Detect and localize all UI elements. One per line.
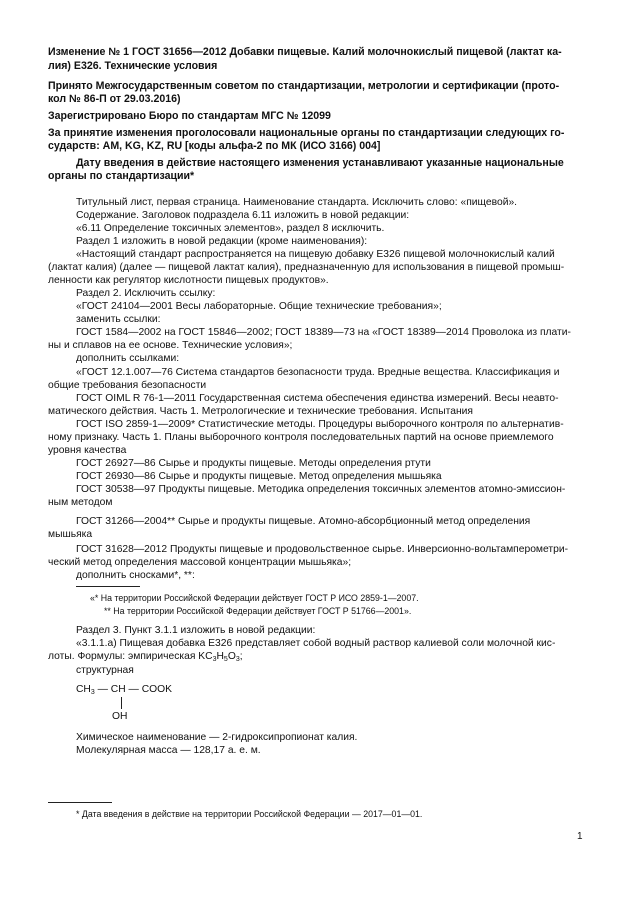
page-number: 1: [577, 831, 583, 842]
change-title-line-1: Изменение № 1 ГОСТ 31656—2012 Добавки пищевые. Калий молочнокислый пищевой (лактат ка-: [48, 46, 562, 58]
body-line: уровня качества: [48, 445, 127, 456]
body-line: Молекулярная масса — 128,17 а. е. м.: [76, 745, 261, 756]
body-line: (лактат калия) (далее — пищевой лактат калия), предназначенную для использования в пищевой промыш-: [48, 262, 565, 273]
body-line: матического действия. Часть 1. Метрологические и технические требования. Испытания: [48, 406, 473, 417]
body-line: дополнить ссылками:: [76, 353, 180, 364]
body-line: ному признаку. Часть 1. Планы выборочного контроля последовательных партий на основе приемлемого: [48, 432, 554, 443]
body-line: Раздел 2. Исключить ссылку:: [76, 288, 216, 299]
body-line: дополнить сносками*, **:: [76, 570, 195, 581]
structural-formula: $CH_3$ — CH — COOK: [76, 684, 173, 696]
registered-line: Зарегистрировано Бюро по стандартам МГС № 12099: [48, 110, 331, 122]
body-line: «6.11 Определение токсичных элементов», раздел 8 исключить.: [76, 223, 385, 234]
footnote-separator: [76, 586, 140, 587]
formula-oh: OH: [112, 711, 128, 722]
inner-footnote: ** На территории Российской Федерации действует ГОСТ Р 51766—2001».: [104, 606, 412, 616]
body-line: ГОСТ 31266—2004** Сырье и продукты пищевые. Атомно-абсорбционный метод определения: [76, 516, 531, 527]
body-line: ГОСТ ISO 2859-1—2009* Статистические методы. Процедуры выборочного контроля по альтернатив-: [76, 419, 564, 430]
body-line: ным методом: [48, 497, 113, 508]
body-line: мышьяка: [48, 529, 93, 540]
body-line: Содержание. Заголовок подраздела 6.11 изложить в новой редакции:: [76, 210, 410, 221]
body-line: Химическое наименование — 2-гидроксипропионат калия.: [76, 732, 358, 743]
body-line: Раздел 3. Пункт 3.1.1 изложить в новой редакции:: [76, 625, 316, 636]
adopted-line-2: кол № 86-П от 29.03.2016): [48, 93, 181, 105]
page-footnote: * Дата введения в действие на территории Российской Федерации — 2017—01—01.: [76, 809, 423, 819]
effective-line-1: Дату введения в действие настоящего изменения устанавливают указанные национальные: [76, 157, 564, 169]
body-line: структурная: [76, 665, 134, 676]
adopted-line-1: Принято Межгосударственным советом по стандартизации, метрологии и сертификации (прото-: [48, 80, 560, 92]
voted-line-2: сударств: AM, KG, KZ, RU [коды альфа-2 по МК (ИСО 3166) 004]: [48, 140, 381, 152]
footnote-separator: [48, 802, 112, 803]
body-line: «ГОСТ 24104—2001 Весы лабораторные. Общие технические требования»;: [76, 301, 442, 312]
inner-footnote: «* На территории Российской Федерации действует ГОСТ Р ИСО 2859-1—2007.: [90, 593, 419, 603]
empirical-formula-line: лоты. Формулы: эмпирическая $KC_3H_5O_3$;: [48, 651, 243, 663]
formula-bond: [121, 697, 122, 709]
body-line: ны и сплавов на ее основе. Технические условия»;: [48, 340, 293, 351]
body-line: общие требования безопасности: [48, 380, 207, 391]
body-line: ческий метод определения массовой концентрации мышьяка»;: [48, 557, 352, 568]
voted-line-1: За принятие изменения проголосовали национальные органы по стандартизации следующих го-: [48, 127, 565, 139]
body-line: ленности как регулятор кислотности пищевых продуктов».: [48, 275, 329, 286]
body-line: ГОСТ 1584—2002 на ГОСТ 15846—2002; ГОСТ 18389—73 на «ГОСТ 18389—2014 Проволока из плати-: [76, 327, 571, 338]
body-line: ГОСТ 30538—97 Продукты пищевые. Методика определения токсичных элементов атомно-эмиссион-: [76, 484, 566, 495]
body-line: Раздел 1 изложить в новой редакции (кроме наименования):: [76, 236, 368, 247]
body-line: ГОСТ 26930—86 Сырье и продукты пищевые. Метод определения мышьяка: [76, 471, 442, 482]
body-line: Титульный лист, первая страница. Наименование стандарта. Исключить слово: «пищевой».: [76, 197, 518, 208]
body-line: «3.1.1.а) Пищевая добавка Е326 представляет собой водный раствор калиевой соли молочной кис-: [76, 638, 556, 649]
body-line: ГОСТ 26927—86 Сырье и продукты пищевые. Методы определения ртути: [76, 458, 431, 469]
body-line: ГОСТ OIML R 76-1—2011 Государственная система обеспечения единства измерений. Весы неавто-: [76, 393, 559, 404]
change-title-line-2: лия) Е326. Технические условия: [48, 60, 218, 72]
body-line: «Настоящий стандарт распространяется на пищевую добавку Е326 пищевой молочнокислый калий: [76, 249, 555, 260]
body-line: заменить ссылки:: [76, 314, 161, 325]
effective-line-2: органы по стандартизации*: [48, 170, 195, 182]
body-line: ГОСТ 31628—2012 Продукты пищевые и продовольственное сырье. Инверсионно-вольтамперометри-: [76, 544, 569, 555]
body-line: «ГОСТ 12.1.007—76 Система стандартов безопасности труда. Вредные вещества. Классификация и: [76, 367, 560, 378]
